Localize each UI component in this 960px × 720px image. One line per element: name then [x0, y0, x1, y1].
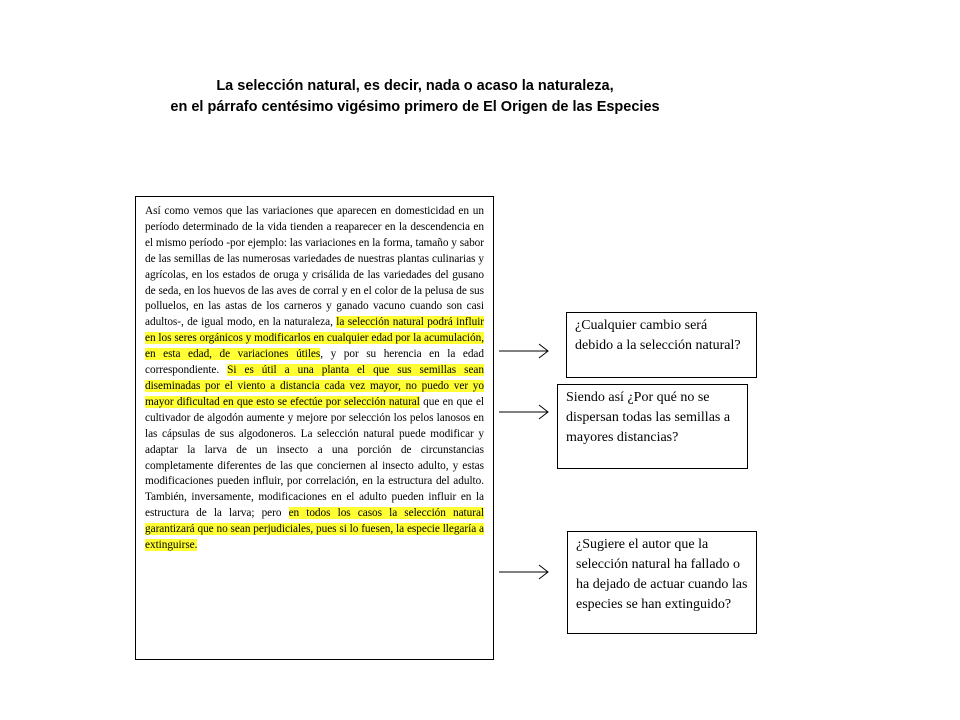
question-text: ¿Sugiere el autor que la selección natural ha fallado o ha dejado de actuar cuando las especies se han extinguido?	[576, 537, 748, 612]
question-text: ¿Cualquier cambio será debido a la selección natural?	[575, 318, 741, 353]
question-box-2	[557, 384, 748, 469]
passage-segment: , y por su herencia en la edad correspondiente.	[145, 348, 484, 377]
question-box-1	[566, 312, 757, 378]
question-text: Siendo así ¿Por qué no se dispersan todas las semillas a mayores distancias?	[566, 390, 731, 445]
arrow-right-icon	[498, 402, 550, 422]
passage-segment: que en que el cultivador de algodón aumente y mejore por selección los pelos lanosos en las cápsulas de sus algodoneros. La selección natural puede modificar y adaptar la larva de un insecto a una porción de circunstancias completamente diferentes de las que conciernen al insecto adulto, y estas modificaciones pueden influir, por correlación, en la estructura del adulto. También, inversamente, modificaciones en el adulto pueden influir en la estructura de la larva; pero	[145, 395, 485, 520]
highlighted-segment-1: la selección natural podrá influir en los seres orgánicos y modificarlos en cualquier edad por la acumulación, en esta edad, de variaciones útiles	[145, 316, 484, 361]
arrow-right-icon	[498, 562, 550, 582]
highlighted-segment-3: en todos los casos la selección natural garantizará que no sean perjudiciales, pues si lo fuesen, la especie llegaría a extinguirse.	[145, 507, 484, 552]
page-title	[0, 76, 830, 118]
question-box-3	[567, 531, 757, 634]
arrow-right-icon	[498, 341, 550, 361]
passage-box	[135, 196, 494, 660]
passage-text	[145, 204, 484, 554]
passage-segment: Así como vemos que las variaciones que aparecen en domesticidad en un período determinado de la vida tienden a reaparecer en la descendencia en el mismo período -por ejemplo: las variaciones en la forma, tamaño y sabor de las semillas de las numerosas variedades de nuestras plantas culinarias y agrícolas, en los estados de oruga y crisálida de las variedades del gusano de seda, en los huevos de las aves de corral y en el color de la pelusa de sus polluelos, en las astas de los carneros y ganado vacuno cuando son casi adultos-, de igual modo, en la naturaleza,	[145, 205, 484, 329]
title-line-2: en el párrafo centésimo vigésimo primero de El Origen de las Especies	[170, 99, 660, 115]
highlighted-segment-2: Si es útil a una planta el que sus semillas sean diseminadas por el viento a distancia cada vez mayor, no puedo ver yo mayor dificultad en que esto se efectúe por selección natural	[145, 364, 484, 408]
title-line-1: La selección natural, es decir, nada o acaso la naturaleza,	[216, 78, 614, 94]
